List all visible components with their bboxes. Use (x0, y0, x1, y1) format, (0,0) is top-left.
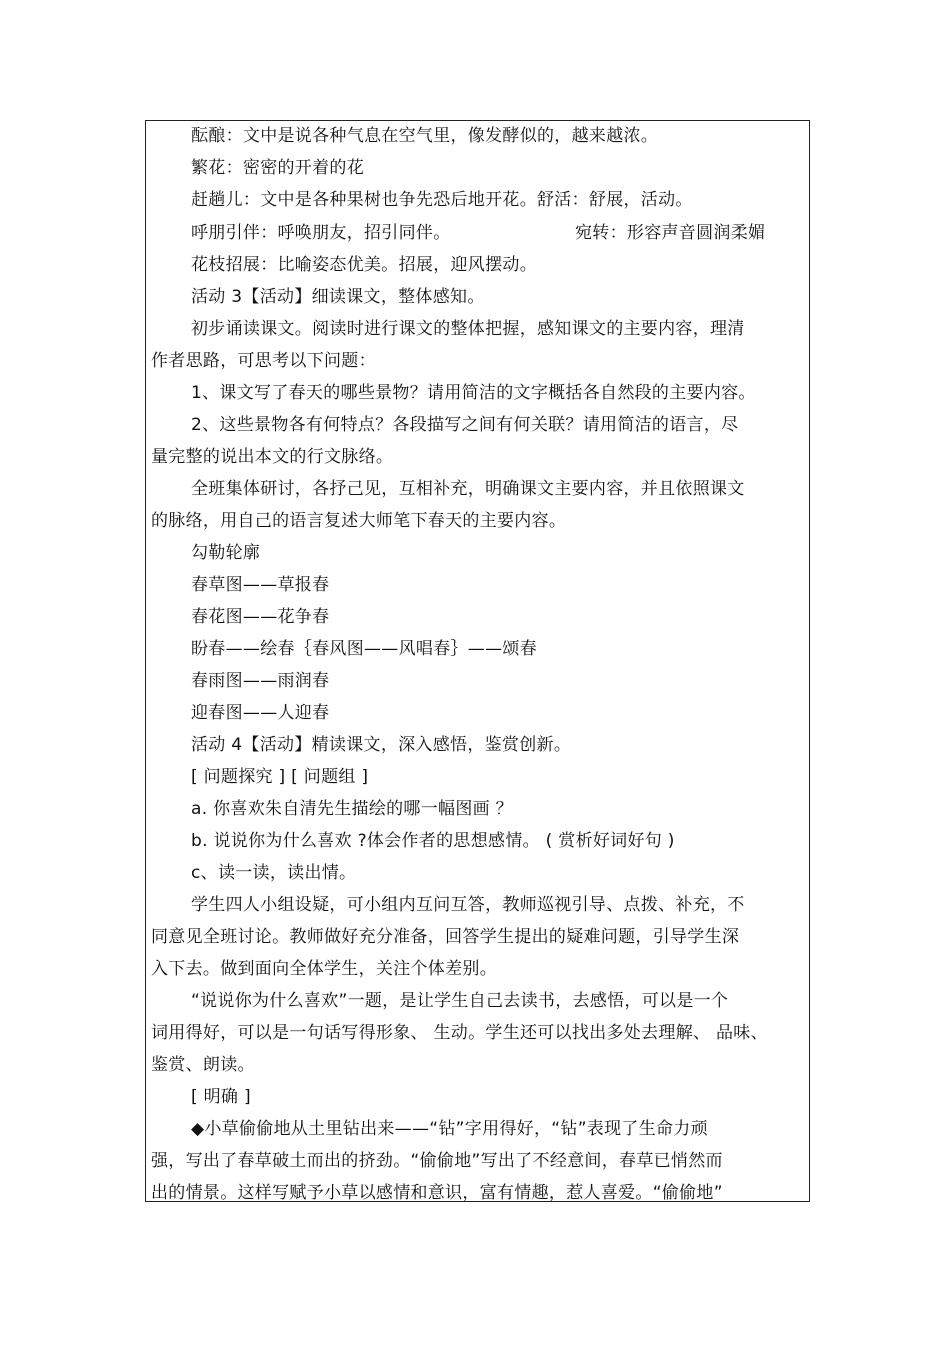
paragraph-line: 的脉络，用自己的语言复述大师笔下春天的主要内容。 (151, 511, 567, 531)
paragraph-line: 作者思路，可思考以下问题： (151, 351, 376, 371)
paragraph-line: “说说你为什么喜欢”一题，是让学生自己去读书，去感悟，可以是一个 (191, 991, 729, 1011)
question-a: a. 你喜欢朱自清先生描绘的哪一幅图画 ？ (191, 799, 513, 819)
question-1: 1、课文写了春天的哪些景物？请用简洁的文字概括各自然段的主要内容。 (191, 383, 756, 403)
activity-4-heading: 活动 4【活动】精读课文，深入感悟，鉴赏创新。 (191, 735, 572, 755)
paragraph-line: 词用得好，可以是一句话写得形象、 生动。学生还可以找出多处去理解、 品味、 (151, 1023, 768, 1043)
outline-item: 春花图——花争春 (191, 607, 330, 627)
question-2: 2、这些景物各有何特点？各段描写之间有何关联？请用简洁的语言，尽 (191, 415, 739, 435)
vocab-wanzhuan: 宛转：形容声音圆润柔媚 (575, 223, 766, 243)
outline-item: 迎春图——人迎春 (191, 703, 330, 723)
paragraph-line: 出的情景。这样写赋予小草以感情和意识，富有情趣，惹人喜爱。“偷偷地” (151, 1183, 723, 1203)
outline-item: 春草图——草报春 (191, 575, 330, 595)
paragraph-line: 学生四人小组设疑，可小组内互问互答，教师巡视引导、点拨、补充，不 (191, 895, 745, 915)
question-b: b. 说说你为什么喜欢 ?体会作者的思想感情。 ( 赏析好词好句 ) (191, 831, 675, 851)
paragraph-line: ◆小草偷偷地从土里钻出来——“钻”字用得好，“钻”表现了生命力顽 (191, 1119, 708, 1139)
question-group-heading: [ 问题探究 ] [ 问题组 ] (191, 767, 369, 787)
paragraph-line: 强，写出了春草破土而出的挤劲。“偷偷地”写出了不经意间，春草已悄然而 (151, 1151, 723, 1171)
clarify-heading: [ 明确 ] (191, 1087, 251, 1107)
paragraph-line: 入下去。做到面向全体学生，关注个体差别。 (151, 959, 497, 979)
paragraph-line: 同意见全班讨论。教师做好充分准备，回答学生提出的疑难问题，引导学生深 (151, 927, 740, 947)
vocab-fanhua: 繁花：密密的开着的花 (191, 158, 364, 178)
outline-item: 盼春——绘春｛春风图——风唱春｝——颂春 (191, 639, 537, 659)
question-c: c、读一读，读出情。 (191, 863, 357, 883)
vocab-huazhizhaozhan: 花枝招展：比喻姿态优美。招展，迎风摆动。 (191, 255, 537, 275)
question-2-cont: 量完整的说出本文的行文脉络。 (151, 447, 394, 467)
vocab-yunniang: 酝酿：文中是说各种气息在空气里，像发酵似的，越来越浓。 (191, 126, 659, 146)
outline-heading: 勾勒轮廓 (191, 543, 261, 563)
vocab-gantanger: 赶趟儿：文中是各种果树也争先恐后地开花。舒活：舒展，活动。 (191, 190, 693, 210)
vocab-hupengyinban: 呼朋引伴：呼唤朋友，招引同伴。 (191, 223, 451, 243)
paragraph-line: 鉴赏、朗读。 (151, 1055, 255, 1075)
outline-item: 春雨图——雨润春 (191, 671, 330, 691)
activity-3-heading: 活动 3【活动】细读课文，整体感知。 (191, 287, 485, 307)
paragraph-line: 初步诵读课文。阅读时进行课文的整体把握，感知课文的主要内容，理清 (191, 319, 745, 339)
paragraph-line: 全班集体研讨，各抒己见，互相补充，明确课文主要内容，并且依照课文 (191, 479, 745, 499)
